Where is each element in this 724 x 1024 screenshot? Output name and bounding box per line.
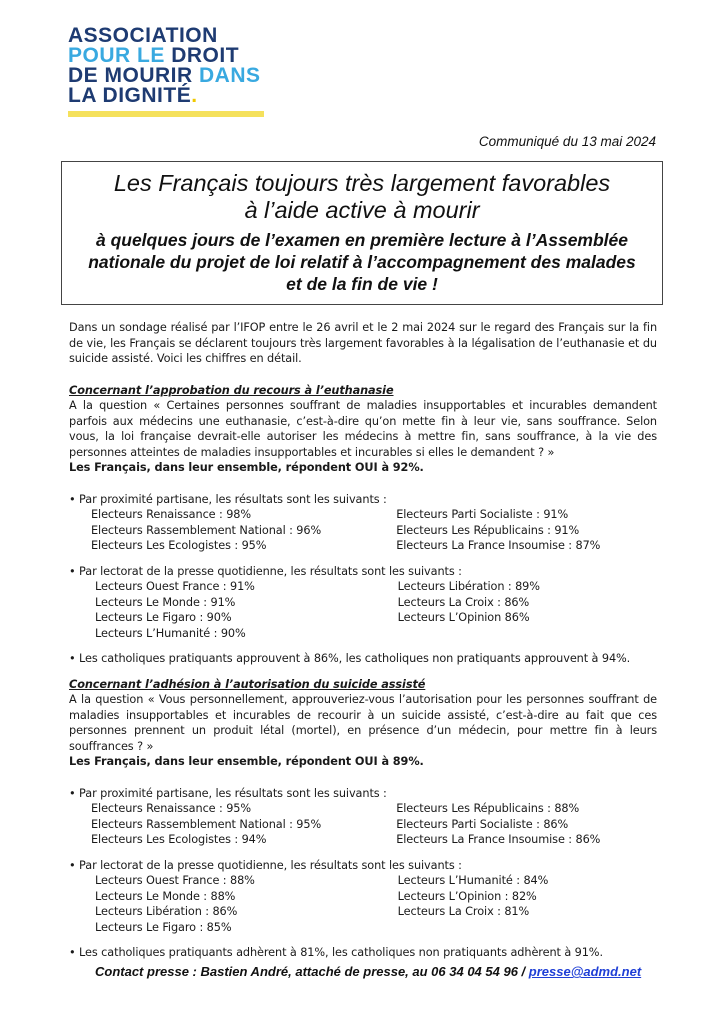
logo-line-1: ASSOCIATION bbox=[68, 24, 218, 47]
press-contact-email-link[interactable]: presse@admd.net bbox=[528, 964, 642, 979]
suicide-press-results bbox=[69, 873, 657, 935]
headline-line-2: à l’aide active à mourir bbox=[244, 197, 480, 223]
list-item: Lecteurs Ouest France : 91% bbox=[95, 580, 255, 593]
logo-dot: . bbox=[191, 84, 198, 107]
list-item: Lecteurs L’Humanité : 84% bbox=[397, 874, 549, 887]
list-item: Electeurs Parti Socialiste : 86% bbox=[396, 817, 569, 831]
list-item: Electeurs Renaissance : 95% bbox=[91, 802, 252, 815]
euthanasia-press-results bbox=[69, 579, 657, 641]
logo-line-4a: LA DIGNITÉ bbox=[68, 84, 192, 107]
suicide-catholics: • Les catholiques pratiquants adhèrent à 81%, les catholiques non pratiquants adhèrent à 91%. bbox=[69, 946, 603, 959]
list-item: Electeurs Renaissance : 98% bbox=[91, 508, 252, 521]
headline-main bbox=[62, 170, 662, 224]
headline-line-1: Les Français toujours très largement favorables bbox=[113, 170, 611, 196]
association-logo bbox=[68, 26, 278, 106]
list-item: Lecteurs Ouest France : 88% bbox=[95, 874, 255, 887]
logo-underline bbox=[68, 111, 264, 117]
logo-line-2 bbox=[68, 46, 278, 66]
list-item: Lecteurs L’Humanité : 90% bbox=[95, 626, 246, 640]
list-item: Lecteurs La Croix : 86% bbox=[397, 595, 530, 609]
list-item: Electeurs Les Ecologistes : 95% bbox=[91, 539, 267, 552]
section-assisted-suicide-title: Concernant l’adhésion à l’autorisation du suicide assisté bbox=[69, 677, 426, 691]
suicide-press-intro: • Par lectorat de la presse quotidienne, les résultats sont les suivants : bbox=[69, 858, 462, 872]
section-euthanasia-title: Concernant l’approbation du recours à l’euthanasie bbox=[69, 383, 394, 397]
list-item: Lecteurs L’Opinion 86% bbox=[397, 611, 530, 624]
section-euthanasia-answer: Les Français, dans leur ensemble, répondent OUI à 92%. bbox=[69, 461, 424, 474]
list-item: Lecteurs Le Monde : 88% bbox=[95, 889, 236, 903]
list-item: Electeurs Les Républicains : 88% bbox=[396, 802, 580, 815]
list-item: Electeurs Rassemblement National : 96% bbox=[91, 523, 322, 537]
list-item: Electeurs La France Insoumise : 87% bbox=[396, 539, 601, 552]
headline-sub-line-3: et de la fin de vie ! bbox=[286, 274, 438, 294]
euthanasia-partisan-intro: • Par proximité partisane, les résultats sont les suivants : bbox=[69, 492, 387, 506]
list-item: Lecteurs La Croix : 81% bbox=[397, 905, 530, 918]
release-date: Communiqué du 13 mai 2024 bbox=[478, 134, 656, 149]
suicide-partisan-results bbox=[69, 801, 657, 848]
logo-line-2a: POUR LE bbox=[68, 44, 172, 67]
section-euthanasia-question: A la question « Certaines personnes souffrant de maladies insupportables et incurables demandent parfois aux médecins une euthanasie, c’est-à-dire qu’on mette fin à leur vie, sans souffrance. Selon vous, la loi française devrait-elle autoriser les médecins à mettre fin, sans souffrance, à la vie des personnes atteintes de maladies insupportables et incurables si elles le demandent ? » bbox=[69, 399, 657, 459]
list-item: Electeurs La France Insoumise : 86% bbox=[396, 833, 601, 846]
list-item: Electeurs Les Républicains : 91% bbox=[396, 523, 580, 537]
list-item: Lecteurs L’Opinion : 82% bbox=[397, 889, 537, 903]
list-item: Lecteurs Libération : 89% bbox=[397, 580, 540, 593]
list-item: Lecteurs Le Monde : 91% bbox=[95, 595, 236, 609]
list-item: Electeurs Rassemblement National : 95% bbox=[91, 817, 322, 831]
logo-line-3 bbox=[68, 66, 278, 86]
list-item: Electeurs Les Ecologistes : 94% bbox=[91, 833, 267, 846]
headline-box bbox=[61, 161, 663, 305]
list-item: Lecteurs Le Figaro : 85% bbox=[95, 920, 232, 934]
euthanasia-partisan-results bbox=[69, 507, 657, 554]
press-contact bbox=[95, 964, 641, 979]
euthanasia-press-intro: • Par lectorat de la presse quotidienne, les résultats sont les suivants : bbox=[69, 564, 462, 578]
section-assisted-suicide-answer: Les Français, dans leur ensemble, répondent OUI à 89%. bbox=[69, 755, 424, 768]
suicide-partisan-intro: • Par proximité partisane, les résultats sont les suivants : bbox=[69, 786, 387, 800]
logo-line-3b: DANS bbox=[199, 64, 261, 87]
list-item: Lecteurs Libération : 86% bbox=[95, 905, 238, 918]
logo-line-4 bbox=[68, 86, 278, 106]
euthanasia-catholics: • Les catholiques pratiquants approuvent à 86%, les catholiques non pratiquants approuvent à 94%. bbox=[69, 652, 631, 665]
headline-sub-line-2: nationale du projet de loi relatif à l’accompagnement des malades bbox=[88, 252, 636, 272]
logo-line-2b: DROIT bbox=[171, 44, 240, 67]
logo-line-3a: DE MOURIR bbox=[68, 64, 199, 87]
headline-sub bbox=[62, 229, 662, 295]
section-assisted-suicide-question: A la question « Vous personnellement, approuveriez-vous l’autorisation pour les personnes souffrant de maladies insupportables et incurables de recourir à un suicide assisté, c’est-à-dire au fait que ces personnes prennent un produit létal (mortel), en présence d’un médecin, pour mettre fin à leurs souffrances ? » bbox=[69, 693, 657, 753]
headline-sub-line-1: à quelques jours de l’examen en première lecture à l’Assemblée bbox=[95, 230, 629, 250]
list-item: Electeurs Parti Socialiste : 91% bbox=[396, 508, 569, 521]
press-contact-text: Contact presse : Bastien André, attaché de presse, au 06 34 04 54 96 / bbox=[95, 964, 529, 979]
press-release-body bbox=[69, 320, 657, 961]
list-item: Lecteurs Le Figaro : 90% bbox=[95, 611, 232, 624]
intro-paragraph: Dans un sondage réalisé par l’IFOP entre le 26 avril et le 2 mai 2024 sur le regard des Français sur la fin de vie, les Français se déclarent toujours très largement favorables à la légalisation de l’euthanasie et du suicide assisté. Voici les chiffres en détail. bbox=[69, 321, 657, 365]
